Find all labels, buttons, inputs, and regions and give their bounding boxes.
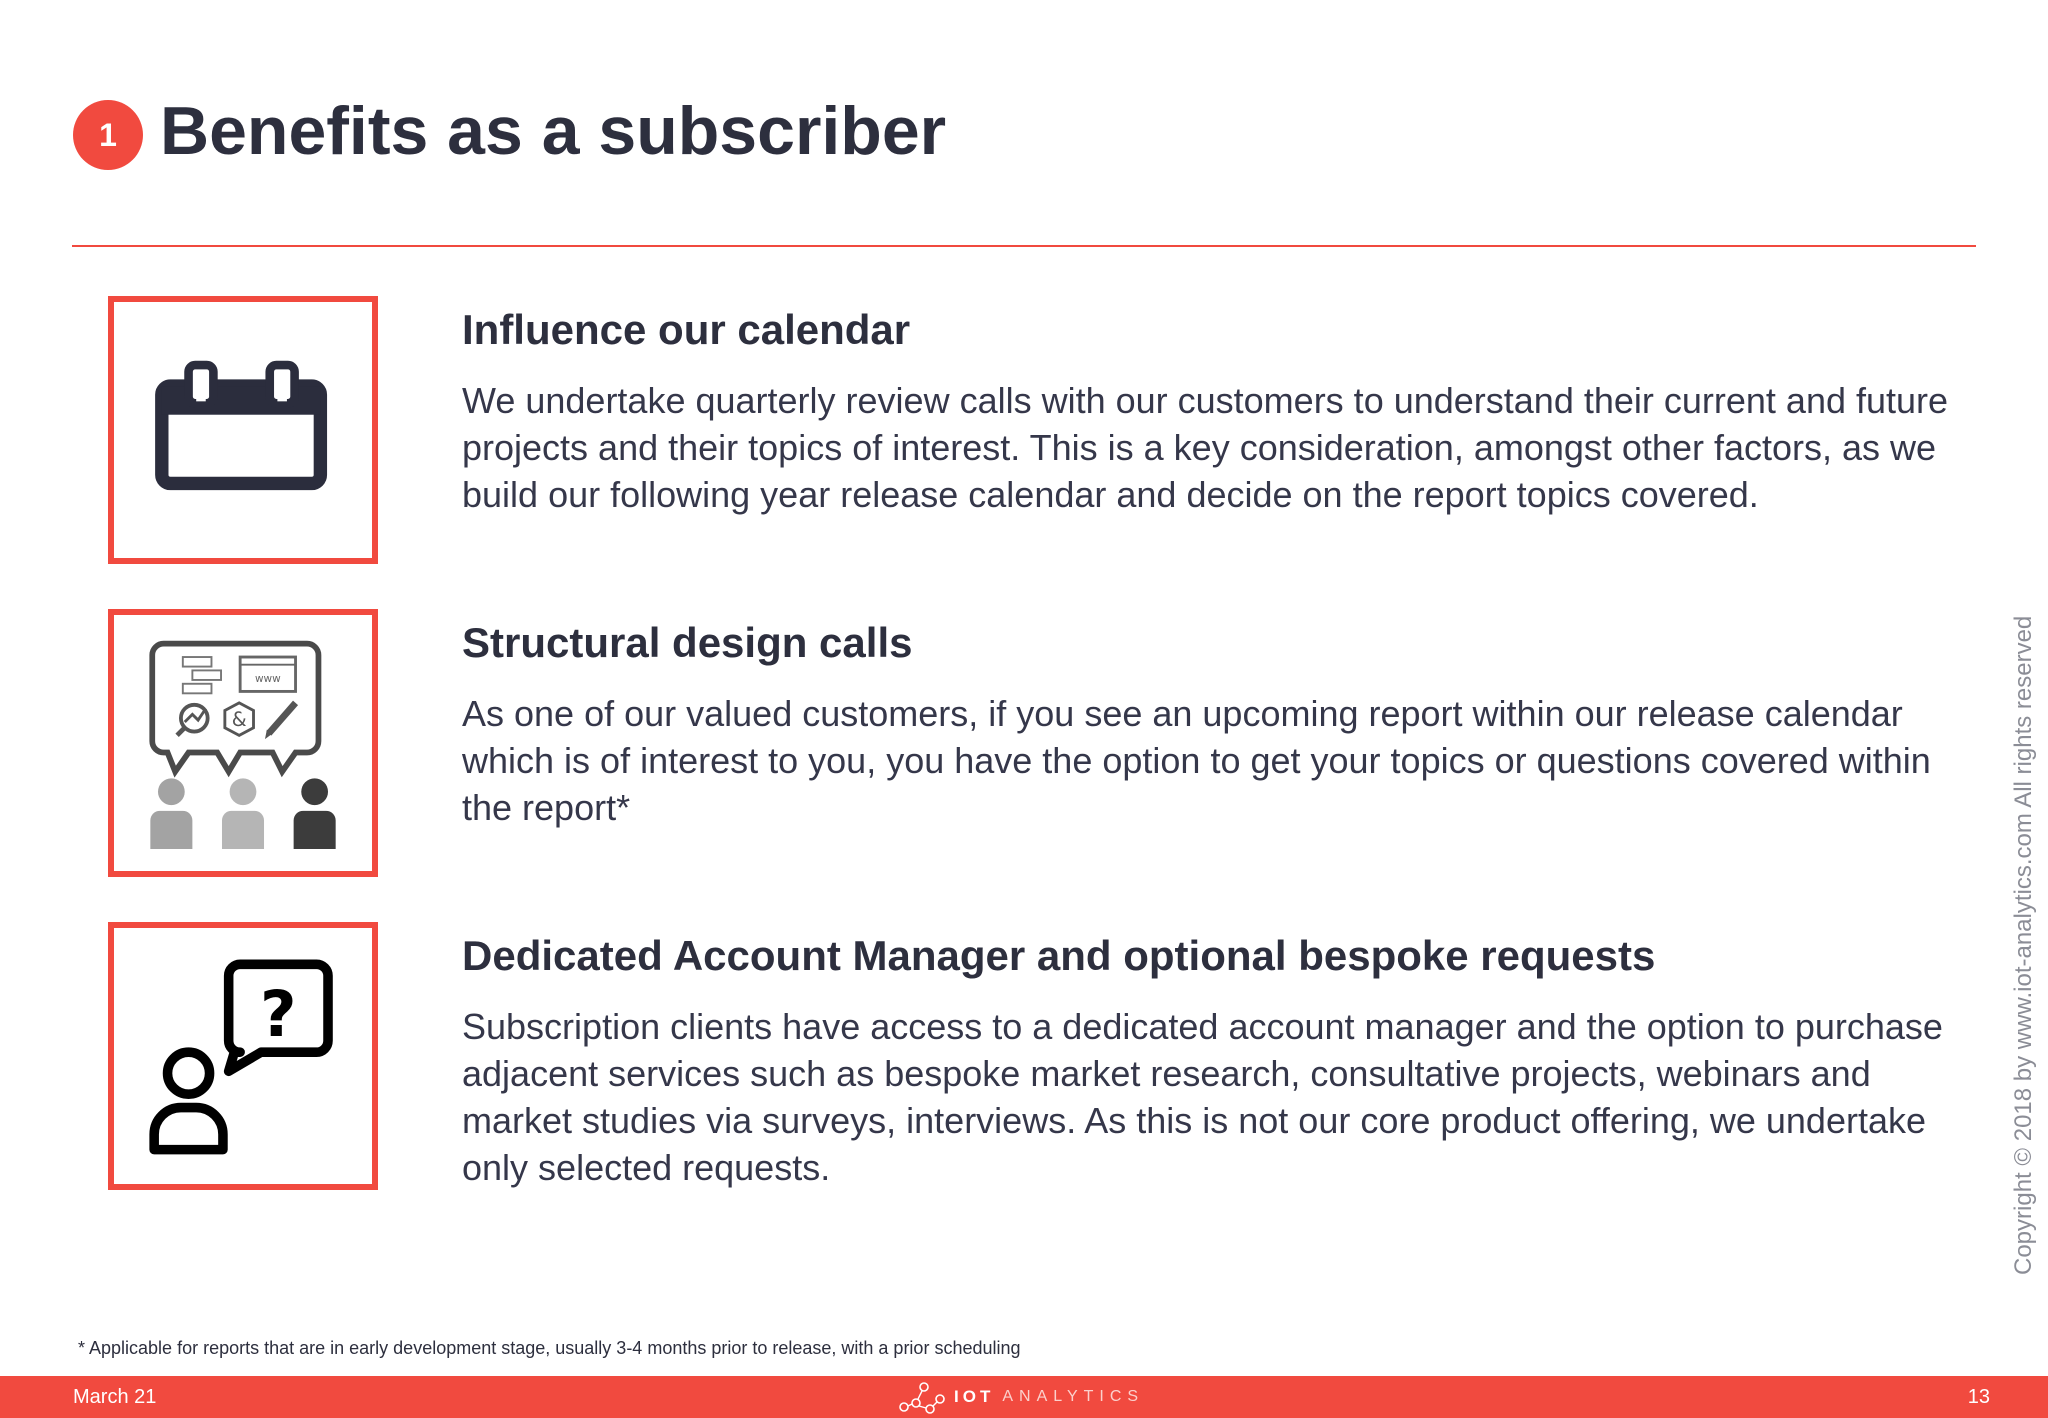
design-discussion-icon-box — [108, 609, 378, 877]
logo-text-analytics: ANALYTICS — [1002, 1388, 1145, 1405]
calendar-icon — [114, 302, 372, 558]
svg-text:&: & — [231, 707, 247, 731]
design-discussion-icon — [114, 615, 372, 871]
title-divider — [72, 245, 1976, 247]
footnote: * Applicable for reports that are in early development stage, usually 3-4 months prior to release, with a prior scheduling — [78, 1338, 1021, 1358]
person-question-icon-box — [108, 922, 378, 1190]
person-question-icon — [114, 928, 372, 1184]
benefit-title-design-calls: Structural design calls — [462, 619, 913, 666]
iot-analytics-logo — [898, 1379, 1144, 1415]
calendar-icon-box — [108, 296, 378, 564]
logo-text-iot: IOT — [954, 1387, 995, 1406]
network-logo-icon — [898, 1379, 946, 1415]
section-number-badge: 1 — [73, 100, 143, 170]
page-number: 13 — [1967, 1386, 1990, 1408]
benefit-text-calendar: We undertake quarterly review calls with our customers to understand their current and future projects and their topics of interest. This is a key consideration, amongst other factors, as we build our following year release calendar and decide on the report topics covered. — [462, 380, 1949, 515]
benefit-text-account-manager: Subscription clients have access to a dedicated account manager and the option to purchase adjacent services such as bespoke market research, consultative projects, webinars and market studies via surveys, interviews. As this is not our core product offering, we undertake only selected requests. — [462, 1006, 1943, 1188]
svg-text:www: www — [254, 672, 281, 685]
benefit-title-calendar: Influence our calendar — [462, 306, 911, 353]
benefit-title-account-manager: Dedicated Account Manager and optional bespoke requests — [462, 932, 1656, 979]
footer-date: March 21 — [73, 1386, 157, 1408]
copyright-notice: Copyright © 2018 by www.iot-analytics.com All rights reserved — [2010, 615, 2037, 1275]
page-title: Benefits as a subscriber — [160, 93, 947, 169]
benefit-text-design-calls: As one of our valued customers, if you see an upcoming report within our release calendar which is of interest to you, you have the option to get your topics or questions covered within the report* — [462, 693, 1931, 828]
svg-text:?: ? — [260, 976, 297, 1051]
footer-bar — [0, 1376, 2048, 1418]
